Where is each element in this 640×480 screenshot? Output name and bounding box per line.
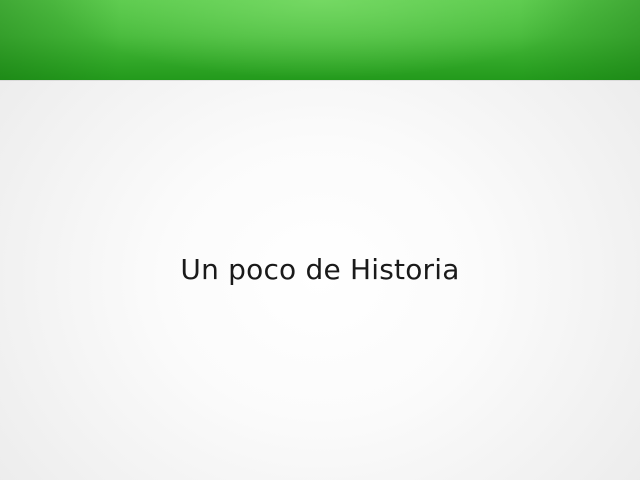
slide-title: Un poco de Historia bbox=[180, 253, 460, 286]
header-shade-right bbox=[520, 0, 640, 80]
header-band bbox=[0, 0, 640, 80]
header-shade-left bbox=[0, 0, 120, 80]
